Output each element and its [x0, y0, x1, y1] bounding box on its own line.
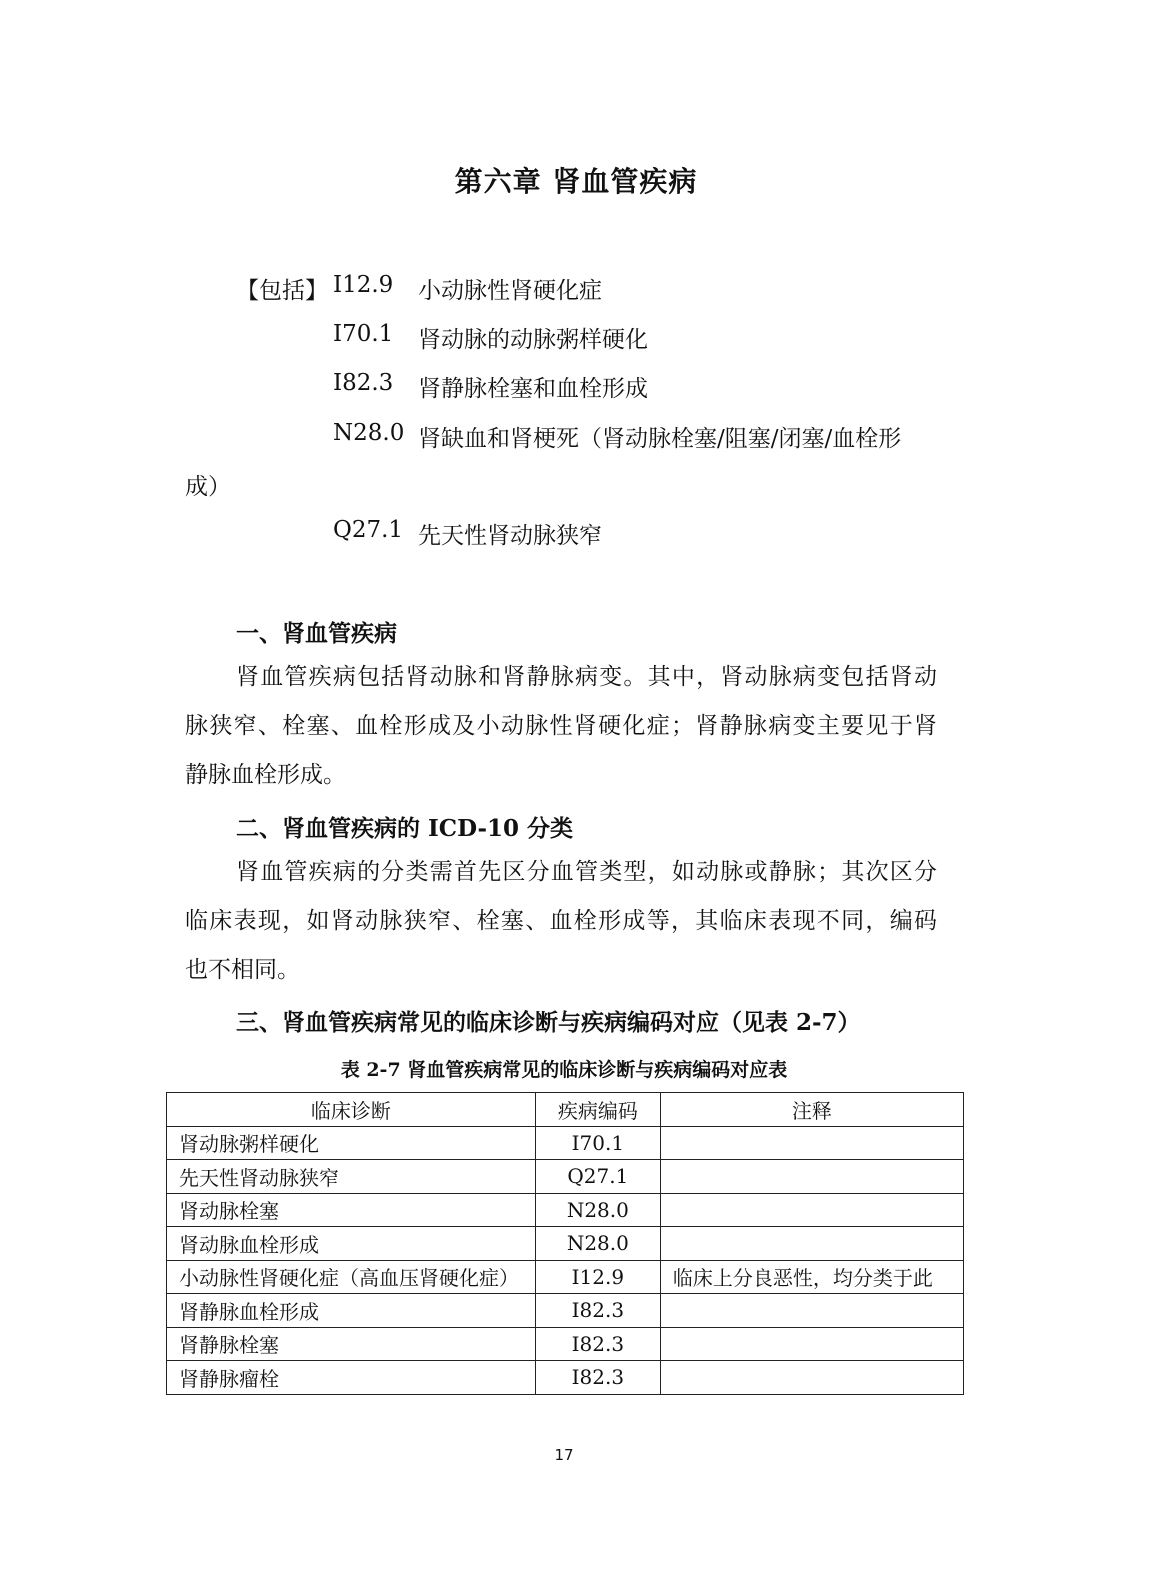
cell-code: Q27.1 [535, 1160, 660, 1194]
table-caption: 表 2-7 肾血管疾病常见的临床诊断与疾病编码对应表 [340, 1059, 788, 1081]
cell-note [660, 1160, 963, 1194]
page-number: 17 [554, 1446, 574, 1464]
section-heading: 三、肾血管疾病常见的临床诊断与疾病编码对应（见表 2-7） [236, 1009, 861, 1036]
cell-code: N28.0 [535, 1193, 660, 1227]
paragraph-line: 静脉血栓形成。 [185, 762, 346, 788]
cell-note: 临床上分良恶性，均分类于此 [660, 1260, 963, 1294]
cell-note [660, 1193, 963, 1227]
cell-diagnosis: 先天性肾动脉狭窄 [167, 1160, 536, 1194]
header-note: 注释 [660, 1093, 963, 1127]
paragraph-line: 临床表现，如肾动脉狭窄、栓塞、血栓形成等，其临床表现不同，编码 [185, 908, 937, 934]
cell-code: I70.1 [535, 1126, 660, 1160]
header-code: 疾病编码 [535, 1093, 660, 1127]
includes-label: 【包括】 [236, 278, 328, 304]
cell-diagnosis: 小动脉性肾硬化症（高血压肾硬化症） [167, 1260, 536, 1294]
cell-code: I82.3 [535, 1361, 660, 1395]
includes-desc: 先天性肾动脉狭窄 [418, 523, 602, 549]
paragraph-line: 肾血管疾病包括肾动脉和肾静脉病变。其中，肾动脉病变包括肾动 [236, 664, 937, 690]
cell-note [660, 1126, 963, 1160]
cell-code: I82.3 [535, 1327, 660, 1361]
cell-note [660, 1227, 963, 1261]
includes-desc: 肾动脉的动脉粥样硬化 [418, 327, 648, 353]
table-header-row [167, 1093, 964, 1127]
cell-diagnosis: 肾动脉栓塞 [167, 1193, 536, 1227]
includes-desc: 小动脉性肾硬化症 [418, 278, 602, 304]
includes-desc: 肾静脉栓塞和血栓形成 [418, 376, 648, 402]
cell-diagnosis: 肾静脉瘤栓 [167, 1361, 536, 1395]
includes-desc: 肾缺血和肾梗死（肾动脉栓塞/阻塞/闭塞/血栓形 [418, 426, 902, 452]
cell-diagnosis: 肾静脉栓塞 [167, 1327, 536, 1361]
table-row [167, 1327, 964, 1361]
paragraph-line: 肾血管疾病的分类需首先区分血管类型，如动脉或静脉；其次区分 [236, 859, 937, 885]
table-row [167, 1160, 964, 1194]
table-row [167, 1260, 964, 1294]
includes-code: I82.3 [333, 370, 394, 396]
cell-note [660, 1294, 963, 1328]
section-heading: 二、肾血管疾病的 ICD-10 分类 [236, 815, 574, 842]
includes-code: N28.0 [333, 420, 405, 446]
cell-code: N28.0 [535, 1227, 660, 1261]
header-diagnosis: 临床诊断 [167, 1093, 536, 1127]
cell-code: I12.9 [535, 1260, 660, 1294]
paragraph-line: 脉狭窄、栓塞、血栓形成及小动脉性肾硬化症；肾静脉病变主要见于肾 [185, 713, 937, 739]
cell-note [660, 1327, 963, 1361]
includes-code: Q27.1 [333, 517, 404, 543]
diagnosis-code-table [166, 1092, 964, 1395]
cell-diagnosis: 肾静脉血栓形成 [167, 1294, 536, 1328]
includes-code: I70.1 [333, 321, 394, 347]
chapter-title: 第六章 肾血管疾病 [454, 165, 698, 198]
table-row [167, 1294, 964, 1328]
table-row [167, 1193, 964, 1227]
table-row [167, 1126, 964, 1160]
includes-desc-continuation: 成） [185, 474, 231, 500]
cell-diagnosis: 肾动脉粥样硬化 [167, 1126, 536, 1160]
cell-note [660, 1361, 963, 1395]
includes-code: I12.9 [333, 272, 394, 298]
cell-code: I82.3 [535, 1294, 660, 1328]
section-heading: 一、肾血管疾病 [236, 620, 397, 647]
table-row [167, 1361, 964, 1395]
paragraph-line: 也不相同。 [185, 957, 300, 983]
table-row [167, 1227, 964, 1261]
cell-diagnosis: 肾动脉血栓形成 [167, 1227, 536, 1261]
